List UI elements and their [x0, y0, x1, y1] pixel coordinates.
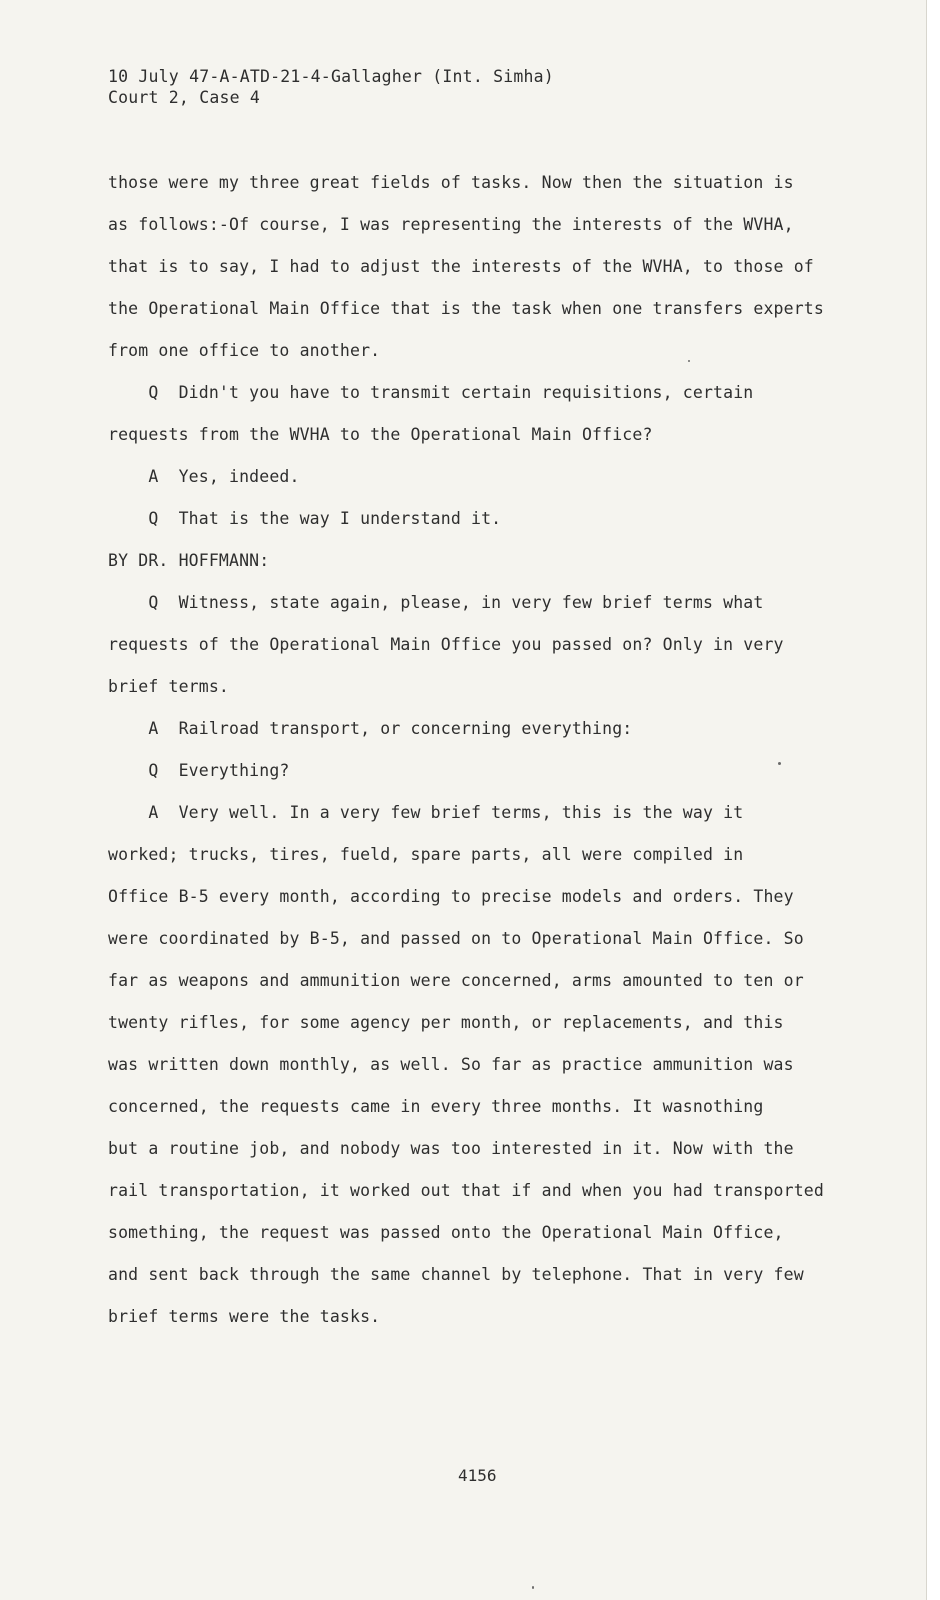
transcript-body [108, 168, 848, 1344]
paper-speck [688, 360, 690, 362]
text-line: that is to say, I had to adjust the interests of the WVHA, to those of [108, 257, 814, 276]
text-line: brief terms were the tasks. [108, 1307, 381, 1326]
text-line: A Yes, indeed. [108, 467, 300, 486]
text-line: Q Everything? [108, 761, 290, 780]
header-line-1: 10 July 47-A-ATD-21-4-Gallagher (Int. Simha) [108, 67, 554, 86]
text-line: were coordinated by B-5, and passed on to Operational Main Office. So [108, 929, 804, 948]
header-line-2: Court 2, Case 4 [108, 88, 261, 107]
text-line: Office B-5 every month, according to precise models and orders. They [108, 887, 794, 906]
text-line: twenty rifles, for some agency per month, or replacements, and this [108, 1013, 784, 1032]
text-line: rail transportation, it worked out that if and when you had transported [108, 1181, 824, 1200]
text-line: Q That is the way I understand it. [108, 509, 502, 528]
text-line: A Railroad transport, or concerning everything: [108, 719, 633, 738]
text-line: concerned, the requests came in every three months. It wasnothing [108, 1097, 764, 1116]
text-line: something, the request was passed onto the Operational Main Office, [108, 1223, 784, 1242]
text-line: far as weapons and ammunition were concerned, arms amounted to ten or [108, 971, 804, 990]
paper-speck [532, 1586, 534, 1589]
text-line: and sent back through the same channel by telephone. That in very few [108, 1265, 804, 1284]
text-line: was written down monthly, as well. So far as practice ammunition was [108, 1055, 794, 1074]
text-line: as follows:-Of course, I was representing the interests of the WVHA, [108, 215, 794, 234]
text-line: A Very well. In a very few brief terms, this is the way it [108, 803, 744, 822]
text-line: Q Witness, state again, please, in very few brief terms what [108, 593, 764, 612]
text-line: but a routine job, and nobody was too interested in it. Now with the [108, 1139, 794, 1158]
text-line: brief terms. [108, 677, 230, 696]
text-line: BY DR. HOFFMANN: [108, 551, 270, 570]
document-header [108, 66, 554, 108]
text-line: requests from the WVHA to the Operational Main Office? [108, 425, 653, 444]
text-line: Q Didn't you have to transmit certain requisitions, certain [108, 383, 754, 402]
text-line: from one office to another. [108, 341, 381, 360]
text-line: the Operational Main Office that is the task when one transfers experts [108, 299, 824, 318]
paper-speck [778, 762, 781, 765]
scan-edge [927, 0, 940, 1600]
text-line: worked; trucks, tires, fueld, spare parts, all were compiled in [108, 845, 744, 864]
text-line: those were my three great fields of tasks. Now then the situation is [108, 173, 794, 192]
text-line: requests of the Operational Main Office you passed on? Only in very [108, 635, 784, 654]
page-number: 4156 [458, 1466, 497, 1485]
